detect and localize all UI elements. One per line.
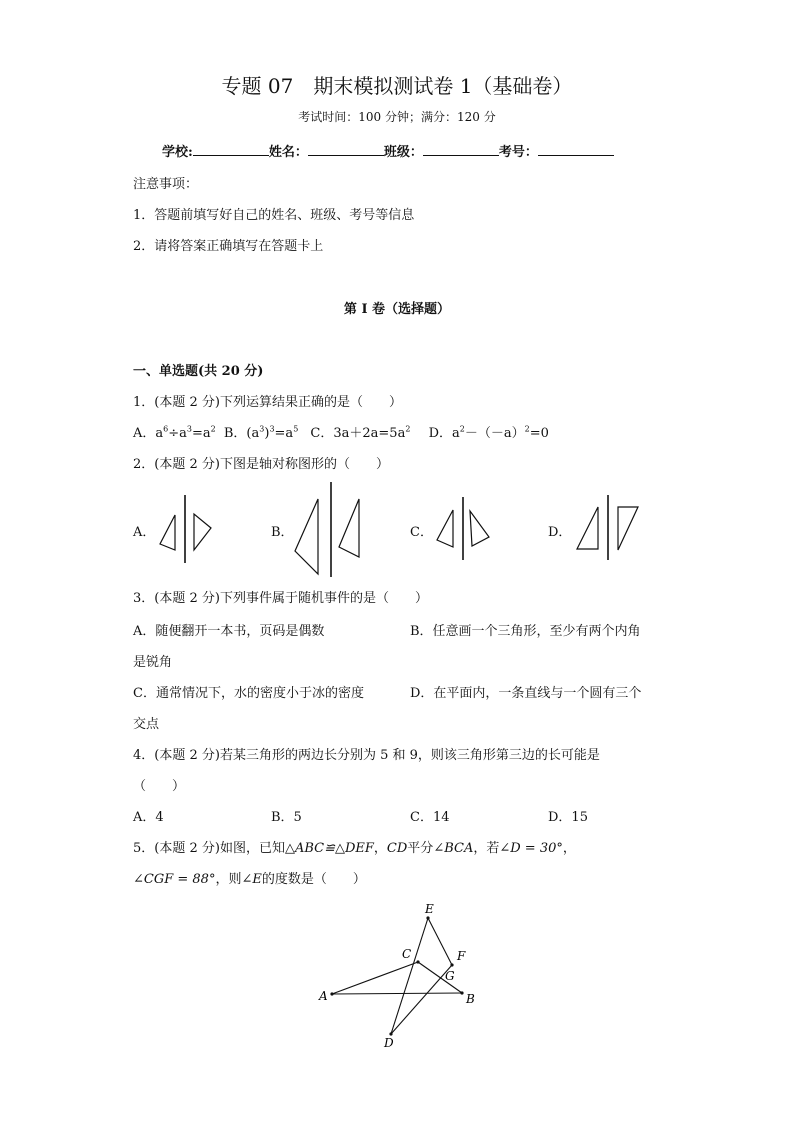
- question-5-stem: 5．(本题 2 分)如图，已知△ABC≌△DEF，CD平分∠BCA，若∠D = 30°，: [133, 841, 576, 856]
- option-d[interactable]: D．$a^2-(-a)^2=0$: [428, 424, 549, 441]
- figure-b-triangles: [295, 482, 359, 577]
- student-info-line: [162, 141, 614, 160]
- geometry-figure: [300, 895, 500, 1055]
- label-g: G: [445, 969, 455, 983]
- question-4-stem-continued: （ ）: [133, 779, 186, 794]
- label-d: D: [384, 1036, 394, 1050]
- question-2-stem: 2．(本题 2 分)下图是轴对称图形的（ ）: [133, 457, 389, 472]
- option-d[interactable]: D．15: [548, 810, 588, 825]
- question-3-stem: 3．(本题 2 分)下列事件属于随机事件的是（ ）: [133, 591, 428, 606]
- option-d-continued: 交点: [133, 717, 160, 732]
- label-e: E: [425, 902, 434, 916]
- school-label: 学校:: [162, 145, 193, 160]
- label-a: A: [319, 989, 328, 1003]
- question-1-stem: 1．(本题 2 分)下列运算结果正确的是（ ）: [133, 395, 402, 410]
- figure-c-triangles: [437, 497, 489, 560]
- section-title: 一、单选题(共 20 分): [133, 364, 264, 379]
- option-c[interactable]: C．14: [410, 810, 450, 825]
- option-c[interactable]: C．通常情况下，水的密度小于冰的密度: [133, 686, 364, 701]
- option-b[interactable]: B．$(a^3)^3=a^5$: [223, 424, 299, 441]
- option-a[interactable]: A．随便翻开一本书，页码是偶数: [133, 624, 325, 639]
- class-label: 班级：: [383, 145, 423, 160]
- label-f: F: [457, 949, 466, 963]
- question-4-stem: 4．(本题 2 分)若某三角形的两边长分别为 5 和 9，则该三角形第三边的长可能是: [133, 748, 600, 763]
- option-b[interactable]: B．5: [271, 810, 302, 825]
- figure-points: [330, 916, 463, 1035]
- option-c[interactable]: C．$3a+2a=5a^2$: [310, 424, 411, 441]
- question-1-options: [133, 422, 549, 441]
- number-label: 考号：: [498, 145, 538, 160]
- name-blank[interactable]: [308, 142, 384, 156]
- notice-item: 2．请将答案正确填写在答题卡上: [133, 239, 324, 254]
- option-a[interactable]: A．$a^6\div a^3=a^2$: [133, 424, 216, 441]
- label-c: C: [402, 947, 412, 961]
- school-blank[interactable]: [193, 142, 269, 156]
- triangle-figures: [0, 480, 794, 580]
- figure-a-triangles: [160, 495, 211, 563]
- exam-time-info: 考试时间：100 分钟；满分：120 分: [298, 110, 496, 124]
- notice-title: 注意事项：: [133, 177, 199, 192]
- option-b-continued: 是锐角: [133, 655, 173, 670]
- option-d[interactable]: D．在平面内，一条直线与一个圆有三个: [410, 686, 642, 701]
- question-5-stem-continued: ∠CGF = 88°，则∠E的度数是（ ）: [133, 872, 366, 887]
- notice-item: 1．答题前填写好自己的姓名、班级、考号等信息: [133, 208, 415, 223]
- class-blank[interactable]: [423, 142, 499, 156]
- part-title: 第 I 卷（选择题）: [343, 302, 451, 317]
- option-a-label[interactable]: A．: [133, 525, 156, 540]
- option-b-label[interactable]: B．: [271, 525, 294, 540]
- document-title: 专题 07 期末模拟测试卷 1（基础卷）: [221, 74, 573, 98]
- name-label: 姓名：: [268, 145, 308, 160]
- option-c-label[interactable]: C．: [410, 525, 433, 540]
- figure-d-triangles: [577, 495, 638, 560]
- option-b[interactable]: B．任意画一个三角形，至少有两个内角: [410, 624, 641, 639]
- option-a[interactable]: A．4: [133, 810, 164, 825]
- option-d-label[interactable]: D．: [548, 525, 572, 540]
- number-blank[interactable]: [538, 142, 614, 156]
- label-b: B: [466, 992, 475, 1006]
